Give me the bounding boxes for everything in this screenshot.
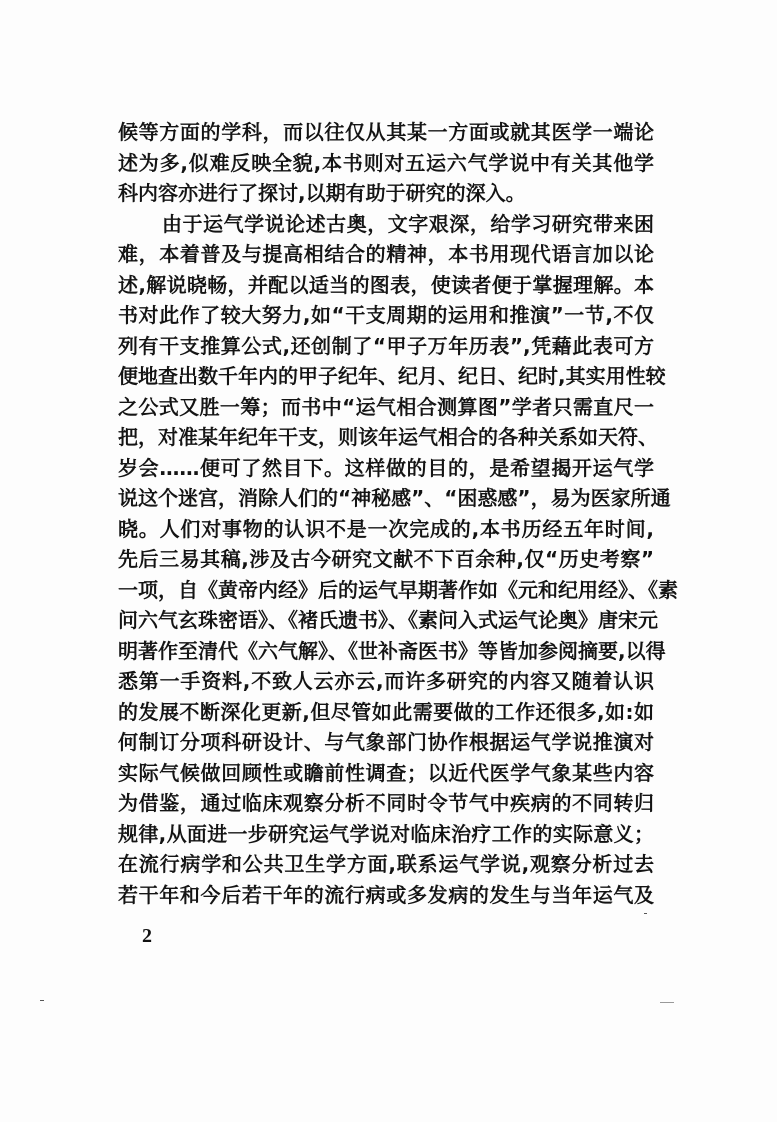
scan-speck bbox=[660, 1002, 674, 1003]
text-line: 一项，自《黄帝内经》后的运气早期著作如《元和纪用经》、《素 bbox=[118, 577, 678, 602]
page-number: 2 bbox=[142, 925, 152, 947]
text-line: 述,解说晓畅，并配以适当的图表，使读者便于掌握理解。本 bbox=[118, 272, 654, 297]
body-text bbox=[118, 117, 678, 910]
text-line: 说这个迷宫，消除人们的“神秘感”、“困惑感”，易为医家所通 bbox=[118, 486, 671, 510]
text-line: 便地查出数千年内的甲子纪年、纪月、纪日、纪时,其实用性较 bbox=[118, 364, 666, 388]
text-line: 列有干支推算公式,还创制了“甲子万年历表”,凭藉此表可方 bbox=[118, 333, 654, 358]
text-line: 由于运气学说论述古奥，文字艰深，给学习研究带来困 bbox=[162, 211, 654, 236]
text-line: 问六气玄珠密语》、《褚氏遗书》、《素问入式运气论奥》唐宋元 bbox=[118, 608, 658, 632]
text-line: 悉第一手资料,不致人云亦云,而许多研究的内容又随着认识 bbox=[118, 669, 654, 693]
text-line: 若干年和今后若干年的流行病或多发病的发生与当年运气及 bbox=[118, 882, 654, 907]
scan-speck bbox=[40, 1000, 44, 1001]
text-line: 科内容亦进行了探讨,以期有助于研究的深入。 bbox=[118, 181, 526, 205]
text-line: 岁会……便可了然目下。这样做的目的，是希望揭开运气学 bbox=[118, 455, 654, 480]
text-line: 的发展不断深化更新,但尽管如此需要做的工作还很多,如:如 bbox=[118, 699, 654, 724]
text-line: 述为多,似难反映全貌,本书则对五运六气学说中有关其他学 bbox=[118, 150, 654, 175]
text-line: 把，对准某年纪年干支，则该年运气相合的各种关系如天符、 bbox=[118, 425, 658, 449]
scan-speck bbox=[644, 913, 647, 914]
text-line: 难，本着普及与提高相结合的精神，本书用现代语言加以论 bbox=[118, 242, 654, 266]
text-line: 在流行病学和公共卫生学方面,联系运气学说,观察分析过去 bbox=[118, 852, 654, 876]
text-line: 先后三易其稿,涉及古今研究文献不下百余种,仅“历史考察” bbox=[118, 547, 654, 571]
text-line: 晓。人们对事物的认识不是一次完成的,本书历经五年时间, bbox=[118, 516, 654, 541]
text-line: 之公式又胜一筹；而书中“运气相合测算图”学者只需直尺一 bbox=[118, 394, 654, 419]
text-line: 实际气候做回顾性或瞻前性调查；以近代医学气象某些内容 bbox=[118, 760, 654, 785]
text-line: 书对此作了较大努力,如“干支周期的运用和推演”一节,不仅 bbox=[118, 303, 654, 327]
text-line: 明著作至清代《六气解》、《世补斋医书》等皆加参阅摘要,以得 bbox=[118, 638, 666, 663]
text-line: 何制订分项科研设计、与气象部门协作根据运气学说推演对 bbox=[118, 730, 654, 754]
text-line: 候等方面的学科，而以往仅从其某一方面或就其医学一端论 bbox=[118, 120, 654, 144]
text-line: 规律,从面进一步研究运气学说对临床治疗工作的实际意义； bbox=[118, 821, 654, 846]
text-line: 为借鉴，通过临床观察分析不同时令节气中疾病的不同转归 bbox=[118, 791, 654, 815]
